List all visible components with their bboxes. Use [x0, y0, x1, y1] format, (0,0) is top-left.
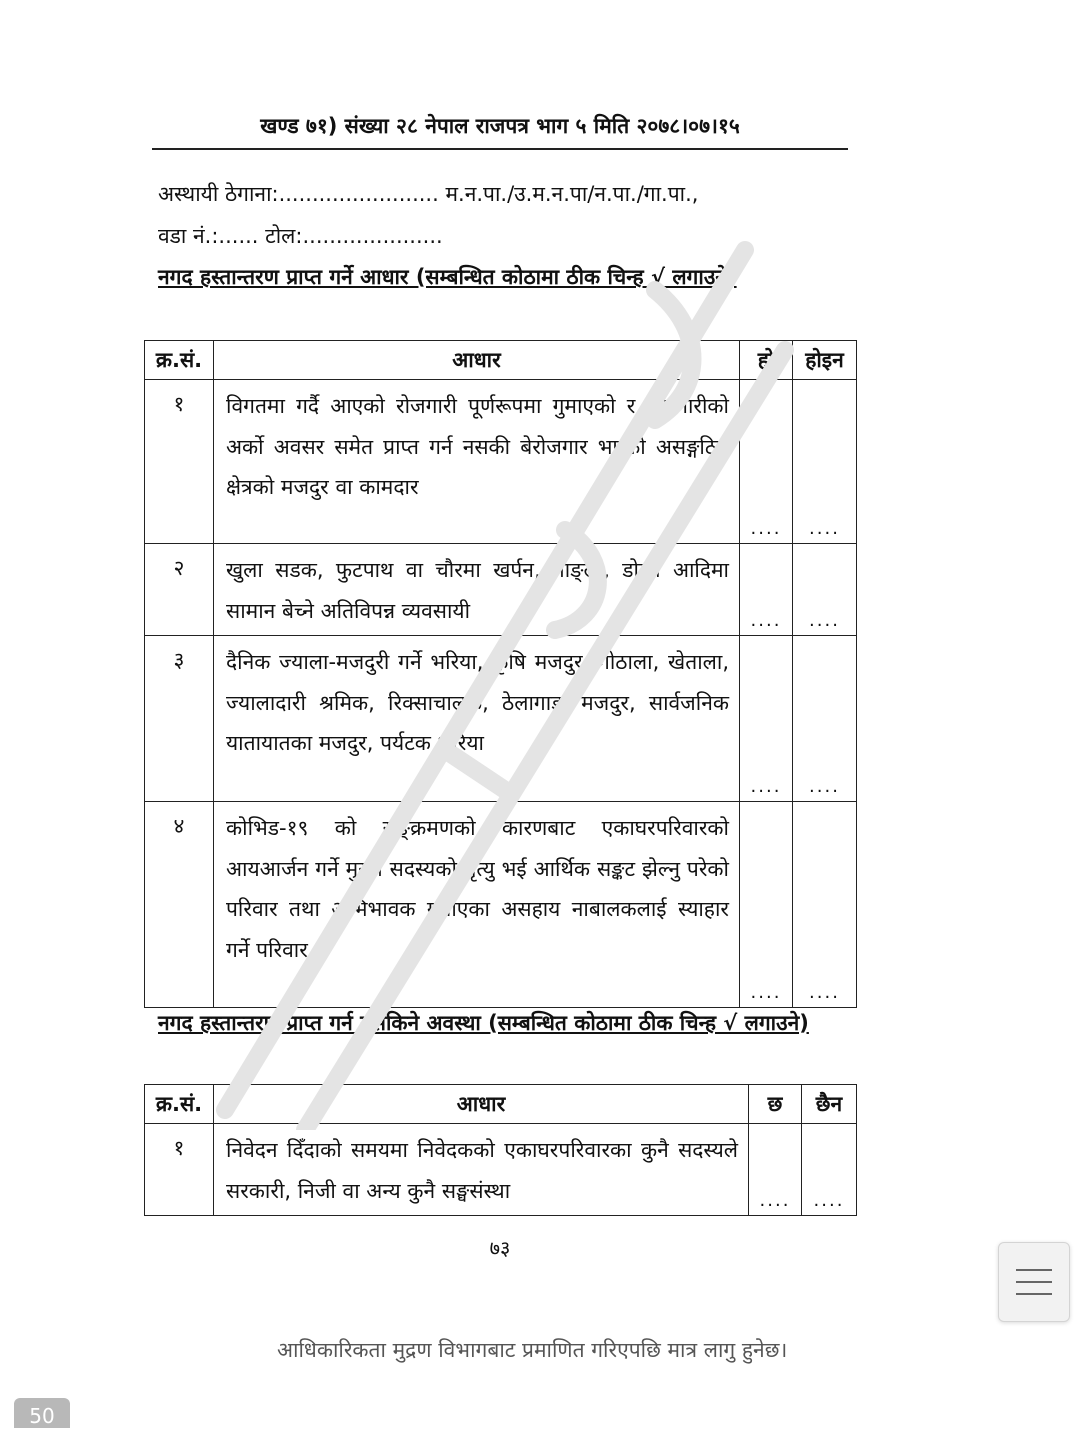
table-row: [145, 1124, 857, 1216]
row-basis-text: खुला सडक, फुटपाथ वा चौरमा खर्पन, नाङ्लो, डोको आदिमा सामान बेच्ने अतिविपन्न व्यवसायी: [214, 544, 740, 636]
table-header-row: [145, 1085, 857, 1124]
page-number: ७३: [489, 1236, 511, 1260]
row-serial: १: [145, 1124, 214, 1216]
table-row: [145, 380, 857, 544]
page-badge: 50: [14, 1398, 70, 1428]
col-serial-header: क्र.सं.: [145, 1085, 214, 1124]
table-row: [145, 544, 857, 636]
row-basis-text: कोभिड-१९ को सङ्क्रमणको कारणबाट एकाघरपरिवारको आयआर्जन गर्ने मुख्य सदस्यको मृत्यु भई आर्थिक सङ्कट झेल्नु परेको परिवार तथा अभिभावक गुमाएका असहाय नाबालकलाई स्याहार गर्ने परिवार: [214, 802, 740, 1008]
table-row: [145, 636, 857, 802]
yes-checkbox-cell[interactable]: ....: [740, 380, 793, 544]
row-basis-text: विगतमा गर्दै आएको रोजगारी पूर्णरूपमा गुमाएको र रोजगारीको अर्को अवसर समेत प्राप्त गर्न नसकी बेरोजगार भएको असङ्गठित क्षेत्रको मजदुर वा कामदार: [214, 380, 740, 544]
row-serial: २: [145, 544, 214, 636]
yes-checkbox-cell[interactable]: ....: [749, 1124, 802, 1216]
col-basis-header: आधार: [214, 341, 740, 380]
gazette-header: खण्ड ७१) संख्या २८ नेपाल राजपत्र भाग ५ मिति २०७८।०७।१५: [152, 112, 848, 150]
row-basis-text: निवेदन दिँदाको समयमा निवेदकको एकाघरपरिवारका कुनै सदस्यले सरकारी, निजी वा अन्य कुनै सङ्घसंस्था: [214, 1124, 749, 1216]
row-serial: ३: [145, 636, 214, 802]
eligibility-table: [144, 340, 857, 1008]
section2-heading: नगद हस्तान्तरण प्राप्त गर्न नसकिने अवस्था (सम्बन्धित कोठामा ठीक चिन्ह √ लगाउने): [158, 1011, 809, 1035]
yes-checkbox-cell[interactable]: ....: [740, 636, 793, 802]
no-checkbox-cell[interactable]: ....: [793, 380, 857, 544]
col-basis-header: आधार: [214, 1085, 749, 1124]
temporary-address-line: अस्थायी ठेगाना:........................ म.न.पा./उ.म.न.पा/न.पा./गा.पा.,: [158, 182, 699, 206]
col-yes-header: छ: [749, 1085, 802, 1124]
yes-checkbox-cell[interactable]: ....: [740, 544, 793, 636]
hamburger-menu-icon[interactable]: [998, 1242, 1070, 1322]
row-serial: १: [145, 380, 214, 544]
ineligibility-table: [144, 1084, 857, 1216]
section1-heading: नगद हस्तान्तरण प्राप्त गर्ने आधार (सम्बन्धित कोठामा ठीक चिन्ह √ लगाउने): [158, 265, 737, 289]
col-no-header: होइन: [793, 341, 857, 380]
table-header-row: [145, 341, 857, 380]
table-row: [145, 802, 857, 1008]
no-checkbox-cell[interactable]: ....: [793, 802, 857, 1008]
yes-checkbox-cell[interactable]: ....: [740, 802, 793, 1008]
row-basis-text: दैनिक ज्याला-मजदुरी गर्ने भरिया, कृषि मजदुर, गोठाला, खेताला, ज्यालादारी श्रमिक, रिक्साचालक, ठेलागाडा मजदुर, सार्वजनिक यातायातका मजदुर, पर्यटक भरिया: [214, 636, 740, 802]
row-serial: ४: [145, 802, 214, 1008]
col-no-header: छैन: [802, 1085, 857, 1124]
col-yes-header: हो: [740, 341, 793, 380]
no-checkbox-cell[interactable]: ....: [802, 1124, 857, 1216]
ward-tole-line: वडा नं.:...... टोल:.....................: [158, 224, 443, 248]
col-serial-header: क्र.सं.: [145, 341, 214, 380]
footer-note: आधिकारिकता मुद्रण विभागबाट प्रमाणित गरिएपछि मात्र लागु हुनेछ।: [277, 1338, 788, 1362]
no-checkbox-cell[interactable]: ....: [793, 636, 857, 802]
no-checkbox-cell[interactable]: ....: [793, 544, 857, 636]
